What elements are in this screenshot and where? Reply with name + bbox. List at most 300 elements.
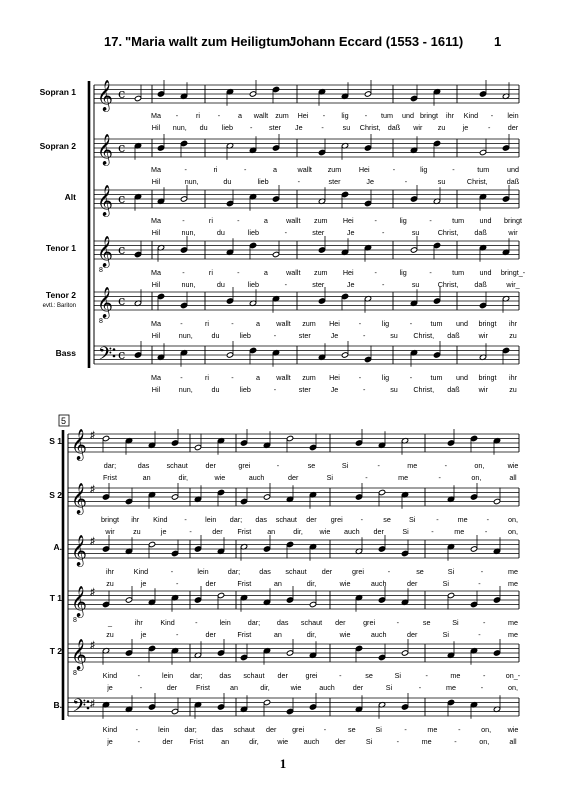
lyric-syllable: zu xyxy=(106,630,114,639)
lyric-syllable: nun, xyxy=(178,331,193,340)
lyric-syllable: - xyxy=(170,567,174,576)
lyric-syllable: a xyxy=(238,111,242,120)
lyric-syllable: je xyxy=(140,630,147,639)
note-head xyxy=(364,356,371,362)
lyric-syllable: - xyxy=(182,268,185,277)
lyric-syllable: der xyxy=(205,579,216,588)
lyric-syllable: - xyxy=(381,228,385,237)
lyric-syllable: der xyxy=(212,527,223,536)
lyric-syllable: - xyxy=(249,123,253,132)
lyric-syllable: Kind xyxy=(102,671,118,680)
note-head xyxy=(217,650,224,656)
lyric-syllable: Hil xyxy=(151,280,161,289)
lyric-syllable: grei xyxy=(238,461,251,470)
lyric-syllable: a xyxy=(263,268,268,277)
note-head xyxy=(479,91,486,97)
lyric-syllable: auch xyxy=(248,473,265,482)
lyric-syllable: bringt_- xyxy=(500,268,526,277)
note-head xyxy=(493,498,500,504)
key-signature-sharp: ♯ xyxy=(90,430,95,441)
note-head xyxy=(272,251,279,257)
treble-clef-icon: 𝄞 xyxy=(71,586,87,617)
lyric-syllable: wallt xyxy=(286,216,301,225)
lyric-syllable: - xyxy=(273,331,277,340)
lyric-syllable: Frist xyxy=(189,737,204,746)
lyric-syllable: - xyxy=(409,319,413,328)
lyric-syllable: - xyxy=(429,216,432,225)
lyric-syllable: Christ, xyxy=(437,280,459,289)
note-head xyxy=(272,145,279,151)
note-head xyxy=(134,251,141,257)
lyric-syllable: me xyxy=(508,630,518,639)
lyric-syllable: - xyxy=(180,319,183,328)
lyric-syllable: on, xyxy=(479,737,490,746)
lyric-syllable: auch xyxy=(319,683,335,692)
note-head xyxy=(493,650,500,656)
lyric-syllable: Christ, xyxy=(413,385,435,394)
lyric-syllable: Si xyxy=(341,461,349,470)
lyric-syllable: on, xyxy=(481,725,492,734)
lyric-syllable: lig xyxy=(399,216,407,225)
note-head xyxy=(157,293,164,299)
note-head xyxy=(240,440,247,446)
treble-clef-icon: 𝄞 xyxy=(71,429,87,460)
lyric-syllable: su xyxy=(411,280,420,289)
lyric-syllable: on, xyxy=(471,473,482,482)
lyric-syllable: Ma xyxy=(151,319,161,328)
note-head xyxy=(309,444,316,450)
lyric-syllable: - xyxy=(244,165,247,174)
lyric-syllable: dar; xyxy=(190,671,203,680)
lyric-syllable: tum xyxy=(452,216,465,225)
staff-1-1 xyxy=(40,79,519,132)
bass-clef-icon-dot xyxy=(113,355,116,358)
note-head xyxy=(341,191,348,197)
note-head xyxy=(318,247,325,253)
lyric-syllable: zum xyxy=(275,111,289,120)
lyric-syllable: dir, xyxy=(249,737,259,746)
note-head xyxy=(148,645,155,651)
lyric-syllable: der xyxy=(321,567,333,576)
lyric-syllable: a xyxy=(256,319,260,328)
lyric-syllable: tum xyxy=(381,111,393,120)
lyric-syllable: all xyxy=(509,473,517,482)
lyric-syllable: ri xyxy=(208,268,213,277)
bass-clef-icon-dot xyxy=(87,700,90,703)
composer: Johann Eccard (1553 - 1611) xyxy=(289,34,464,49)
voice-label: B. xyxy=(53,700,62,710)
lyric-syllable: lein xyxy=(507,111,519,120)
lyric-syllable: und xyxy=(456,319,468,328)
lyric-syllable: schaut xyxy=(300,618,323,627)
key-signature-sharp: ♯ xyxy=(90,587,95,598)
lyric-syllable: der xyxy=(373,527,384,536)
note-head xyxy=(364,145,371,151)
note-head xyxy=(410,196,417,202)
lyric-syllable: _ xyxy=(108,618,112,627)
key-signature-sharp: ♯ xyxy=(90,698,95,710)
lyric-syllable: Kind xyxy=(153,515,168,524)
lyric-syllable: me xyxy=(421,737,432,746)
note-head xyxy=(410,247,417,253)
voice-label: A. xyxy=(53,542,62,552)
lyric-syllable: der xyxy=(205,461,216,470)
staff-2-1 xyxy=(49,428,519,482)
lyric-syllable: ri xyxy=(208,216,213,225)
lyric-syllable: - xyxy=(396,737,400,746)
lyric-syllable: ihr xyxy=(509,373,517,382)
lyric-syllable: Kind xyxy=(160,618,175,627)
lyric-syllable: wallt xyxy=(276,373,291,382)
lyric-syllable: su xyxy=(390,331,398,340)
treble-clef-icon: 𝄞 xyxy=(97,185,113,216)
lyric-syllable: - xyxy=(273,385,277,394)
lyric-syllable: Hil xyxy=(151,385,161,394)
note-head xyxy=(125,597,132,603)
lyric-syllable: grei xyxy=(352,567,364,576)
note-head xyxy=(433,298,440,304)
lyric-syllable: - xyxy=(297,177,301,186)
note-head xyxy=(493,597,500,603)
lyric-syllable: se xyxy=(307,461,316,470)
note-head xyxy=(378,489,385,495)
note-head xyxy=(125,650,132,656)
lyric-syllable: Frist xyxy=(196,683,210,692)
note-head xyxy=(180,247,187,253)
lyric-syllable: - xyxy=(483,671,486,680)
lyric-syllable: - xyxy=(454,737,457,746)
lyric-syllable: - xyxy=(487,123,491,132)
lyric-syllable: a xyxy=(256,373,260,382)
time-signature-c: c xyxy=(118,243,126,258)
lyric-syllable: - xyxy=(365,473,368,482)
lyric-syllable: - xyxy=(438,473,441,482)
lyric-syllable: Je xyxy=(330,385,339,394)
lyric-syllable: tum xyxy=(430,373,443,382)
time-signature-c: c xyxy=(118,192,126,207)
note-head xyxy=(226,298,233,304)
lyric-syllable: lig xyxy=(381,319,390,328)
lyric-syllable: lein xyxy=(158,725,170,734)
note-head xyxy=(401,550,408,556)
lyric-syllable: - xyxy=(182,216,185,225)
lyric-syllable: ri xyxy=(205,319,209,328)
note-head xyxy=(148,541,155,547)
lyric-syllable: ster xyxy=(269,123,281,132)
staff-2-4 xyxy=(50,585,519,639)
lyric-syllable: - xyxy=(339,671,342,680)
lyric-syllable: - xyxy=(139,683,143,692)
note-head xyxy=(272,196,279,202)
note-head xyxy=(401,650,408,656)
note-head xyxy=(318,149,325,155)
note-head xyxy=(171,708,178,714)
lyric-syllable: - xyxy=(486,515,490,524)
lyric-syllable: du xyxy=(216,228,225,237)
lyric-syllable: me xyxy=(508,618,518,627)
note-head xyxy=(364,200,371,206)
note-head xyxy=(447,699,454,705)
lyric-syllable: me xyxy=(407,461,418,470)
lyric-syllable: lig xyxy=(381,373,390,382)
lyric-syllable: schaut xyxy=(166,461,188,470)
lyric-syllable: wir xyxy=(508,228,518,237)
lyric-syllable: Hil xyxy=(151,228,161,237)
measure-number: 5 xyxy=(61,416,67,426)
note-head xyxy=(479,149,486,155)
lyric-syllable: wie xyxy=(339,630,351,639)
lyric-syllable: wie xyxy=(339,579,351,588)
note-head xyxy=(447,440,454,446)
lyric-syllable: - xyxy=(237,216,240,225)
page-number-top: 1 xyxy=(494,34,502,49)
lyric-syllable: se xyxy=(383,515,391,524)
lyric-syllable: und xyxy=(479,216,492,225)
lyric-syllable: Ma xyxy=(151,373,161,382)
lyric-syllable: dir, xyxy=(260,683,270,692)
piece-number: 17. xyxy=(104,34,123,49)
lyric-syllable: das xyxy=(255,515,267,524)
lyric-syllable: zum xyxy=(302,373,316,382)
lyric-syllable: du xyxy=(216,280,225,289)
lyric-syllable: on, xyxy=(508,683,518,692)
treble-clef-icon-octave: 8 xyxy=(73,670,77,677)
lyric-syllable: - xyxy=(231,319,234,328)
lyric-syllable: lig xyxy=(399,268,407,277)
staff-2-6 xyxy=(54,693,520,746)
lyric-syllable: tum xyxy=(452,268,465,277)
voice-label: S 2 xyxy=(49,490,62,500)
lyric-syllable: auch xyxy=(370,630,387,639)
lyric-syllable: ster xyxy=(312,228,325,237)
treble-clef-icon: 𝄞 xyxy=(97,287,113,318)
note-head xyxy=(378,654,385,660)
lyric-syllable: du xyxy=(211,331,220,340)
lyric-syllable: - xyxy=(175,579,179,588)
lyric-syllable: - xyxy=(483,618,486,627)
note-head xyxy=(217,489,224,495)
staff-1-5 xyxy=(43,286,519,340)
lyric-syllable: an xyxy=(230,683,238,692)
note-head xyxy=(470,601,477,607)
note-head xyxy=(171,494,178,500)
lyric-syllable: wallt xyxy=(276,319,291,328)
note-head xyxy=(286,708,293,714)
lyric-syllable: Kind xyxy=(463,111,479,120)
lyric-syllable: tum xyxy=(477,165,490,174)
system-2 xyxy=(49,415,521,746)
note-head xyxy=(226,200,233,206)
note-head xyxy=(433,242,440,248)
lyric-syllable: wallt xyxy=(286,268,301,277)
lyric-syllable: - xyxy=(458,725,461,734)
lyric-syllable: lig xyxy=(420,165,428,174)
lyric-syllable: schaut xyxy=(275,515,297,524)
lyric-syllable: ri xyxy=(205,373,209,382)
lyric-syllable: - xyxy=(189,527,192,536)
lyric-syllable: dar; xyxy=(184,725,197,734)
note-head xyxy=(378,546,385,552)
lyric-syllable: - xyxy=(404,725,407,734)
lyric-syllable: dir, xyxy=(306,630,317,639)
lyric-syllable: zu xyxy=(106,579,114,588)
lyric-syllable: - xyxy=(137,737,140,746)
lyric-syllable: Hei xyxy=(358,165,370,174)
lyric-syllable: - xyxy=(425,671,428,680)
lyric-syllable: auch xyxy=(344,527,360,536)
voice-label: Sopran 2 xyxy=(39,141,76,151)
key-signature-sharp: ♯ xyxy=(90,640,95,651)
lyric-syllable: me xyxy=(508,567,518,576)
lyric-syllable: se xyxy=(365,671,373,680)
lyric-syllable: - xyxy=(217,111,221,120)
note-head xyxy=(355,645,362,651)
lyric-syllable: - xyxy=(284,280,288,289)
lyric-syllable: - xyxy=(321,123,324,132)
note-head xyxy=(171,440,178,446)
note-head xyxy=(355,440,362,446)
lyric-syllable: - xyxy=(195,618,198,627)
lyric-syllable: - xyxy=(276,461,280,470)
lyric-syllable: Si xyxy=(452,618,459,627)
lyric-syllable: je xyxy=(462,123,469,132)
lyric-syllable: - xyxy=(237,268,240,277)
lyric-syllable: der xyxy=(162,737,173,746)
lyric-syllable: all xyxy=(509,737,517,746)
lyric-syllable: Frist xyxy=(103,473,117,482)
note-head xyxy=(157,91,164,97)
note-head xyxy=(433,140,440,146)
lyric-syllable: nun, xyxy=(184,177,199,186)
voice-label: Tenor 2 xyxy=(45,290,76,300)
lyric-syllable: das xyxy=(276,618,289,627)
lyric-syllable: schaut xyxy=(285,567,307,576)
lyric-syllable: und xyxy=(479,268,492,277)
lyric-syllable: Christ, xyxy=(466,177,488,186)
lyric-syllable: nun, xyxy=(181,280,196,289)
lyric-syllable: - xyxy=(392,165,396,174)
lyric-syllable: Ma xyxy=(151,268,161,277)
lyric-syllable: me xyxy=(398,473,409,482)
lyric-syllable: lieb xyxy=(247,228,259,237)
lyric-syllable: Si xyxy=(394,671,402,680)
lyric-syllable: je xyxy=(107,683,113,692)
note-head xyxy=(180,140,187,146)
lyric-syllable: ster xyxy=(298,331,311,340)
key-signature-sharp: ♯ xyxy=(90,536,95,547)
lyric-syllable: Hei xyxy=(342,268,354,277)
lyric-syllable: je xyxy=(107,737,113,746)
note-head xyxy=(125,498,132,504)
lyric-syllable: bringt xyxy=(478,319,497,328)
lyric-syllable: Christ, xyxy=(437,228,459,237)
lyric-syllable: ihr xyxy=(134,618,143,627)
lyric-syllable: dir, xyxy=(293,527,303,536)
voice-label: Tenor 1 xyxy=(45,243,76,253)
lyric-syllable: Si xyxy=(442,630,450,639)
staff-1-6 xyxy=(56,341,519,394)
lyric-syllable: du xyxy=(211,385,220,394)
lyric-syllable: me xyxy=(427,725,438,734)
note-head xyxy=(102,435,109,441)
lyric-syllable: daß xyxy=(474,280,487,289)
lyric-syllable: der xyxy=(507,123,519,132)
bass-clef-icon-dot xyxy=(87,707,90,710)
lyric-syllable: wie xyxy=(507,725,519,734)
lyric-syllable: auch xyxy=(303,737,320,746)
treble-clef-icon: 𝄞 xyxy=(97,134,113,165)
lyric-syllable: dar; xyxy=(103,461,117,470)
voice-label: T 1 xyxy=(49,593,62,603)
lyric-syllable: Hei xyxy=(297,111,309,120)
lyric-syllable: daß xyxy=(447,331,460,340)
lyric-syllable: der xyxy=(287,473,299,482)
lyric-syllable: Je xyxy=(346,280,355,289)
treble-clef-icon: 𝄞 xyxy=(71,639,87,670)
lyric-syllable: der xyxy=(277,671,288,680)
lyric-syllable: me xyxy=(508,579,518,588)
lyric-syllable: - xyxy=(377,461,380,470)
lyric-syllable: ihr xyxy=(106,567,114,576)
lyric-syllable: Frist xyxy=(237,527,252,536)
lyric-syllable: me xyxy=(446,683,456,692)
lyric-syllable: der xyxy=(352,683,364,692)
staff-1-3 xyxy=(65,184,522,237)
lyric-syllable: Christ, xyxy=(413,331,435,340)
lyric-syllable: - xyxy=(358,319,362,328)
lyric-syllable: zu xyxy=(437,123,446,132)
lyric-syllable: grei xyxy=(292,725,305,734)
lyric-syllable: schaut xyxy=(233,725,255,734)
lyric-syllable: on, xyxy=(508,527,518,536)
lyric-syllable: - xyxy=(387,567,391,576)
lyric-syllable: das xyxy=(219,671,231,680)
lyric-syllable: Si xyxy=(375,725,382,734)
treble-clef-icon-octave: 8 xyxy=(73,617,77,624)
lyric-syllable: wie xyxy=(277,737,289,746)
note-head xyxy=(286,650,293,656)
lyric-syllable: Hei xyxy=(342,216,354,225)
lyric-syllable: je xyxy=(140,579,147,588)
lyric-syllable: - xyxy=(381,280,385,289)
lyric-syllable: - xyxy=(135,725,139,734)
lyric-syllable: - xyxy=(429,268,432,277)
lyric-syllable: der xyxy=(166,683,178,692)
time-signature-c: c xyxy=(118,294,126,309)
note-head xyxy=(433,352,440,358)
lyric-syllable: Ma xyxy=(151,111,161,120)
note-head xyxy=(180,302,187,308)
note-head xyxy=(240,498,247,504)
lyric-syllable: Christ, xyxy=(359,123,381,132)
note-head xyxy=(447,592,454,598)
lyric-syllable: - xyxy=(231,373,234,382)
lyric-syllable: dar; xyxy=(229,515,243,524)
note-head xyxy=(194,597,201,603)
voice-label: Sopran 1 xyxy=(39,87,76,97)
voice-label: S 1 xyxy=(49,436,62,446)
note-head xyxy=(286,435,293,441)
note-head xyxy=(309,704,316,710)
lyric-syllable: - xyxy=(374,268,377,277)
lyric-syllable: - xyxy=(137,671,140,680)
lyric-syllable: das xyxy=(211,725,224,734)
lyric-syllable: Hei xyxy=(329,319,340,328)
lyric-syllable: und xyxy=(456,373,468,382)
note-head xyxy=(410,95,417,101)
lyric-syllable: zum xyxy=(313,216,328,225)
lyric-syllable: - xyxy=(409,373,413,382)
